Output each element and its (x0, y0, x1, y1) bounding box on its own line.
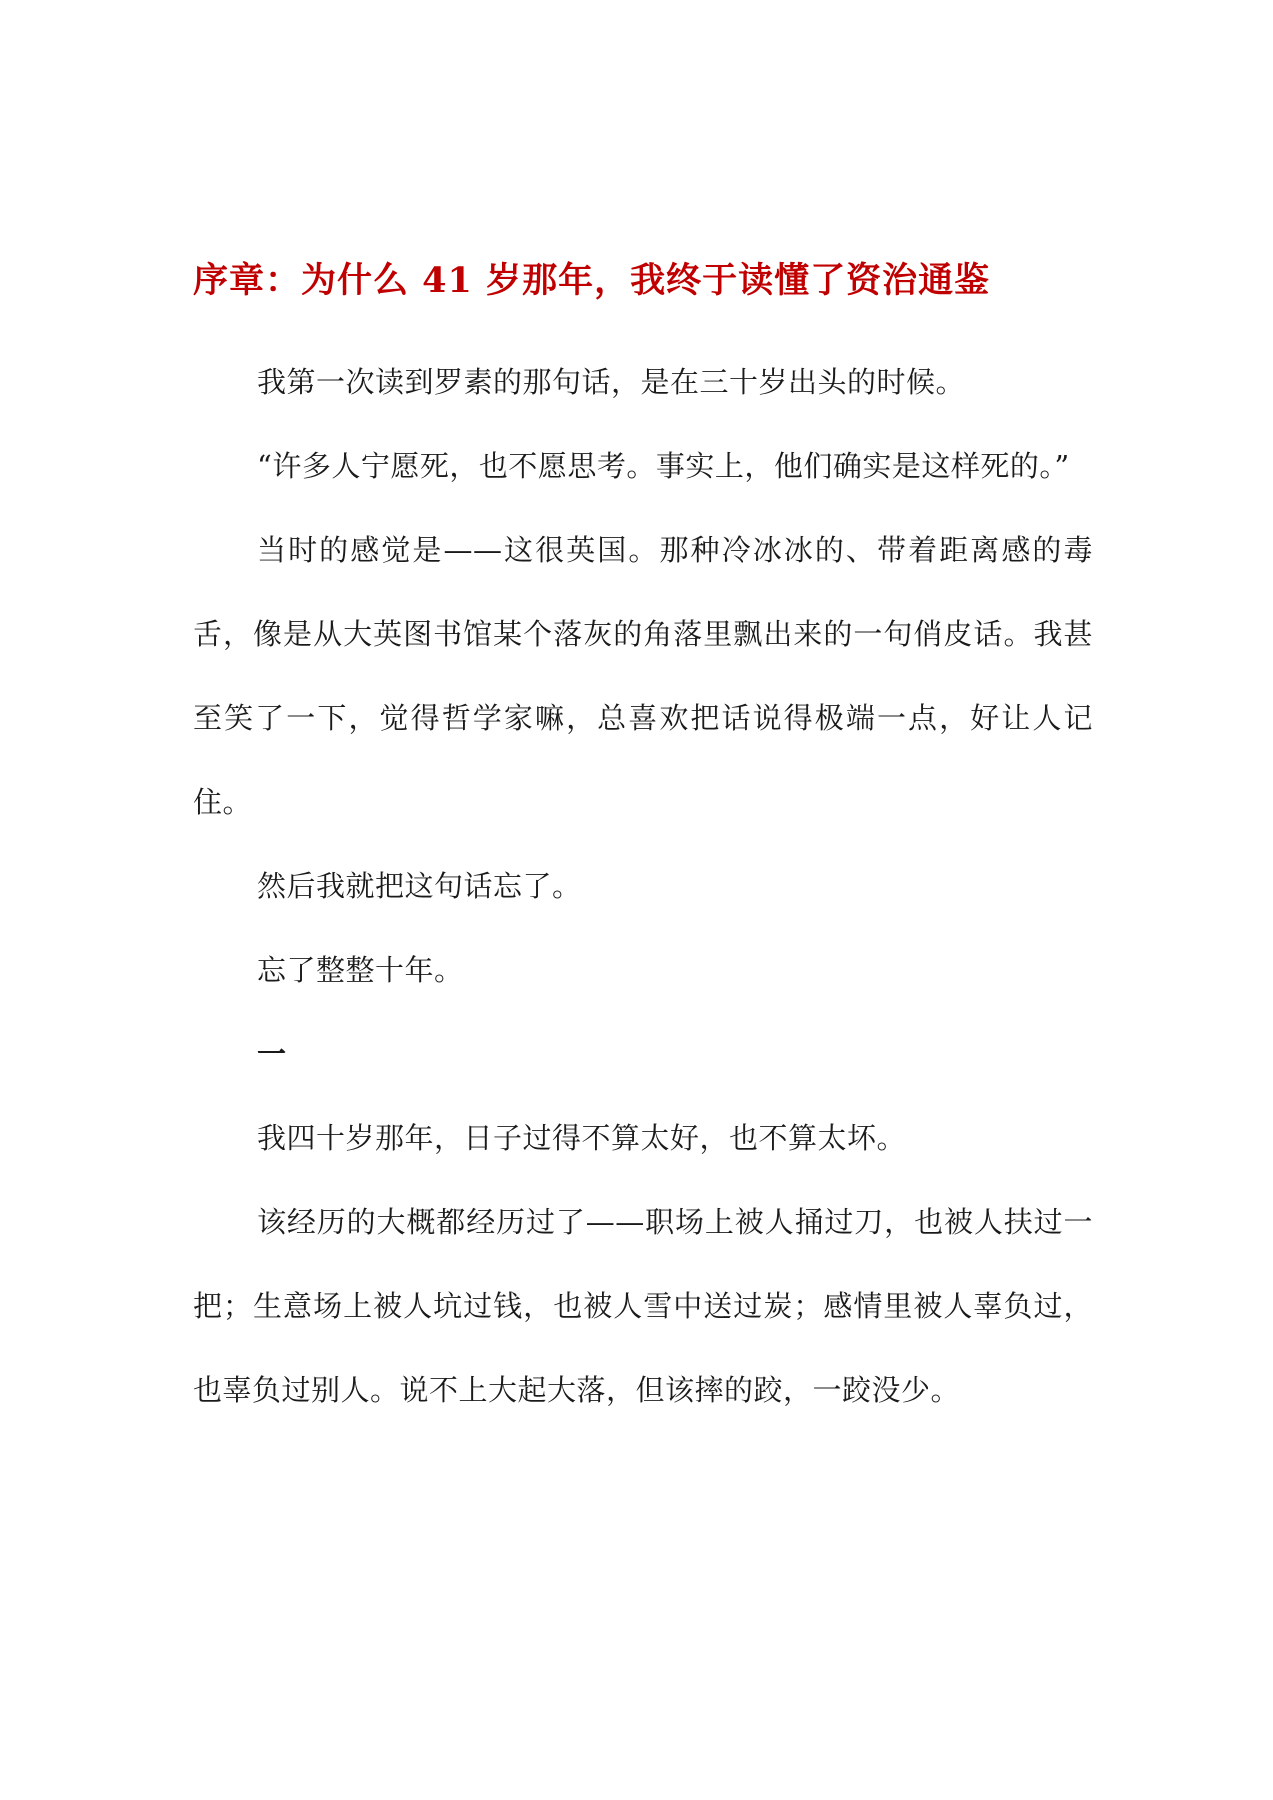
paragraph-quote: “许多人宁愿死，也不愿思考。事实上，他们确实是这样死的。” (257, 449, 1070, 483)
paragraph: 忘了整整十年。 (257, 953, 464, 987)
paragraph: 当时的感觉是——这很英国。那种冷冰冰的、带着距离感的毒舌，像是从大英图书馆某个落灰的角落里飘出来的一句俏皮话。我甚至笑了一下，觉得哲学家嘛，总喜欢把话说得极端一点，好让人记住。 (193, 533, 1093, 819)
chapter-title: 序章：为什么 41 岁那年，我终于读懂了资治通鉴 (193, 260, 991, 301)
paragraph: 我第一次读到罗素的那句话，是在三十岁出头的时候。 (257, 365, 966, 399)
paragraph: 我四十岁那年，日子过得不算太好，也不算太坏。 (257, 1121, 907, 1155)
paragraph: 该经历的大概都经历过了——职场上被人捅过刀，也被人扶过一把；生意场上被人坑过钱，也被人雪中送过炭；感情里被人辜负过，也辜负过别人。说不上大起大落，但该摔的跤，一跤没少。 (193, 1205, 1093, 1407)
section-heading: 一 (257, 1037, 287, 1071)
document-body (193, 340, 1093, 1432)
paragraph: 然后我就把这句话忘了。 (257, 869, 582, 903)
